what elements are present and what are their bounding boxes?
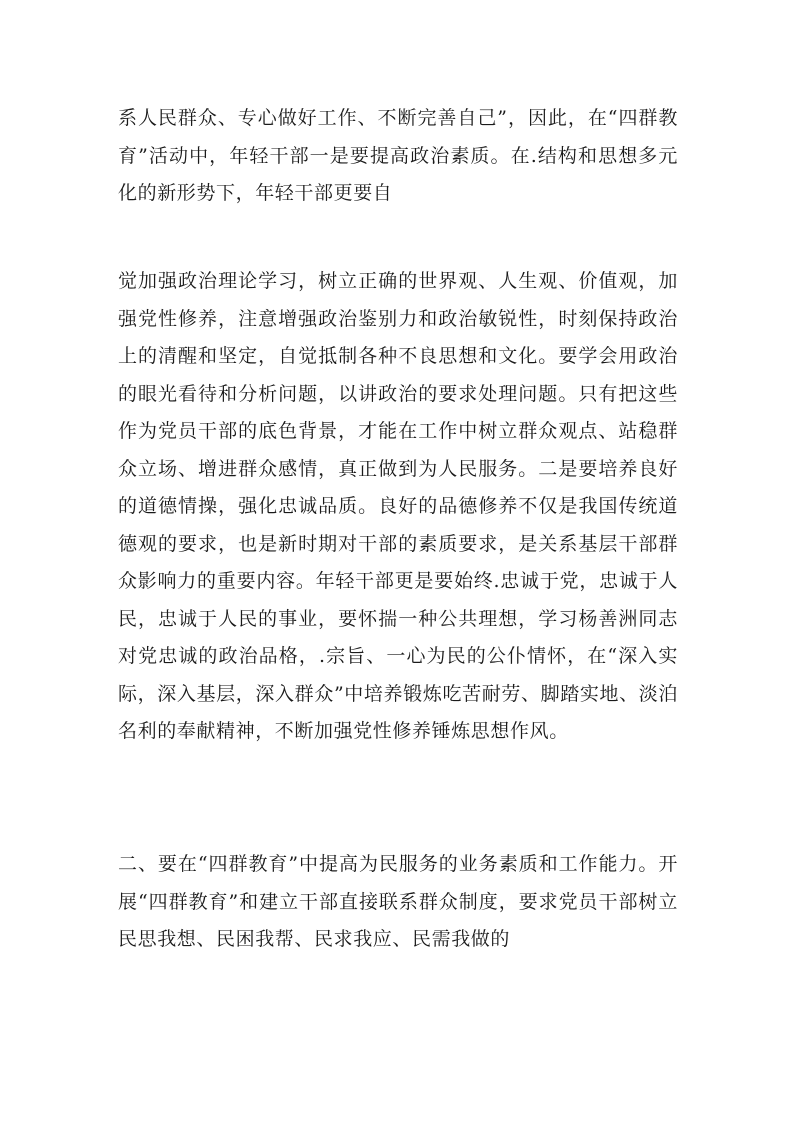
paragraph-1: 系人民群众、专心做好工作、不断完善自己”，因此，在“四群教育”活动中，年轻干部一是要提高政治素质。在.结构和思想多元化的新形势下，年轻干部更要自 [118,107,678,204]
paragraph-3: 二、要在“四群教育”中提高为民服务的业务素质和工作能力。开展“四群教育”和建立干部直接联系群众制度，要求党员干部树立民思我想、民困我帮、民求我应、民需我做的 [118,853,678,950]
paragraph-2: 觉加强政治理论学习，树立正确的世界观、人生观、价值观，加强党性修养，注意增强政治鉴别力和政治敏锐性，时刻保持政治上的清醒和坚定，自觉抵制各种不良思想和文化。要学会用政治的眼光看待和分析问题，以讲政治的要求处理问题。只有把这些作为党员干部的底色背景，才能在工作中树立群众观点、站稳群众立场、增进群众感情，真正做到为人民服务。二是要培养良好的道德情操，强化忠诚品质。良好的品德修养不仅是我国传统道德观的要求，也是新时期对干部的素质要求，是关系基层干部群众影响力的重要内容。年轻干部更是要始终.忠诚于党，忠诚于人民，忠诚于人民的事业，要怀揣一种公共理想，学习杨善洲同志对党忠诚的政治品格，.宗旨、一心为民的公仆情怀，在“深入实际，深入基层，深入群众”中培养锻炼吃苦耐劳、脚踏实地、淡泊名利的奉献精神，不断加强党性修养锤炼思想作风。 [118,270,678,742]
